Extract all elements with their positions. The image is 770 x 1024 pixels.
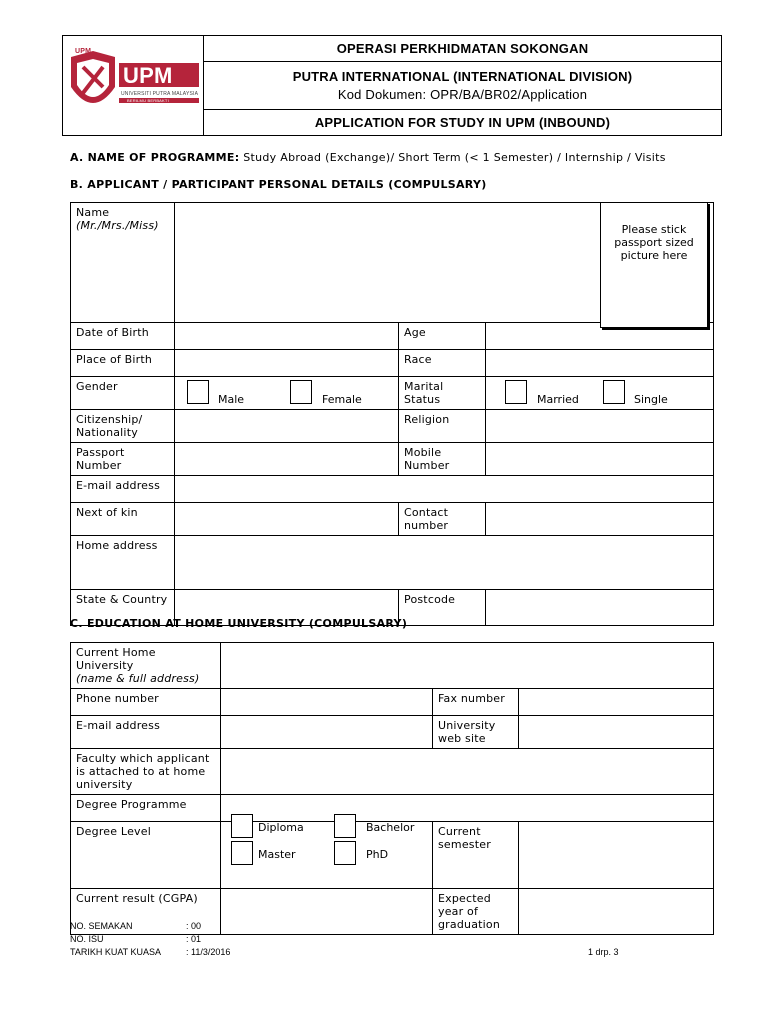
section-a-label: A. NAME OF PROGRAMME: xyxy=(70,151,240,164)
home-address-field[interactable] xyxy=(175,536,714,590)
email-field[interactable] xyxy=(175,476,714,503)
grad-field[interactable] xyxy=(519,889,714,935)
logo-cell xyxy=(63,36,204,136)
male-checkbox[interactable] xyxy=(187,380,209,404)
form-title: APPLICATION FOR STUDY IN UPM (INBOUND) xyxy=(204,110,722,136)
fax-label: Fax number xyxy=(433,689,519,716)
uni-label: Current Home University xyxy=(76,646,156,672)
kin-label: Next of kin xyxy=(71,503,175,536)
semester-field[interactable] xyxy=(519,822,714,889)
female-label: Female xyxy=(322,393,362,406)
footer-key-tarikh: TARIKH KUAT KUASA xyxy=(70,947,162,957)
kin-field[interactable] xyxy=(175,503,399,536)
svg-text:UPM: UPM xyxy=(123,63,173,88)
footer-key-semakan: NO. SEMAKAN xyxy=(70,921,133,931)
postcode-label: Postcode xyxy=(399,590,486,626)
footer-keys xyxy=(70,920,161,959)
footer-value-semakan: : 00 xyxy=(186,921,202,931)
programme-field[interactable] xyxy=(221,795,714,822)
pob-field[interactable] xyxy=(175,350,399,377)
phone-label: Phone number xyxy=(71,689,221,716)
dob-label: Date of Birth xyxy=(71,323,175,350)
programme-label: Degree Programme xyxy=(71,795,221,822)
master-checkbox[interactable] xyxy=(231,841,253,865)
uni-email-label: E-mail address xyxy=(71,716,221,749)
state-label: State & Country xyxy=(71,590,175,626)
religion-label: Religion xyxy=(399,410,486,443)
married-label: Married xyxy=(537,393,579,406)
photo-instructions: Please stick passport sized picture here xyxy=(614,223,694,262)
section-a xyxy=(70,151,666,164)
fax-field[interactable] xyxy=(519,689,714,716)
header-line3: Kod Dokumen: OPR/BA/BR02/Application xyxy=(337,86,588,102)
race-field[interactable] xyxy=(486,350,714,377)
document-header xyxy=(62,35,722,136)
header-line2-cell xyxy=(204,62,722,110)
single-label: Single xyxy=(634,393,668,406)
female-checkbox[interactable] xyxy=(290,380,312,404)
footer-value-tarikh: : 11/3/2016 xyxy=(186,947,231,957)
passport-label: Passport Number xyxy=(71,443,175,476)
passport-photo-box[interactable] xyxy=(600,202,708,328)
phone-field[interactable] xyxy=(221,689,433,716)
contact-field[interactable] xyxy=(486,503,714,536)
web-label: University web site xyxy=(433,716,519,749)
header-line1: OPERASI PERKHIDMATAN SOKONGAN xyxy=(204,36,722,62)
name-sublabel: (Mr./Mrs./Miss) xyxy=(76,219,159,232)
race-label: Race xyxy=(399,350,486,377)
diploma-label: Diploma xyxy=(258,821,304,834)
svg-text:UNIVERSITI PUTRA MALAYSIA: UNIVERSITI PUTRA MALAYSIA xyxy=(121,91,199,97)
header-line2: PUTRA INTERNATIONAL (INTERNATIONAL DIVISION) xyxy=(292,68,633,84)
master-label: Master xyxy=(258,848,296,861)
section-b-title: B. APPLICANT / PARTICIPANT PERSONAL DETAILS (COMPULSARY) xyxy=(70,178,487,191)
contact-label: Contact number xyxy=(399,503,486,536)
married-checkbox[interactable] xyxy=(505,380,527,404)
footer-values xyxy=(186,920,230,959)
male-label: Male xyxy=(218,393,245,406)
degree-level-label: Degree Level xyxy=(71,822,221,889)
uni-label-cell xyxy=(71,643,221,689)
passport-field[interactable] xyxy=(175,443,399,476)
dob-field[interactable] xyxy=(175,323,399,350)
email-label: E-mail address xyxy=(71,476,175,503)
phd-label: PhD xyxy=(366,848,389,861)
name-label-cell xyxy=(71,203,175,323)
name-label: Name xyxy=(76,206,110,219)
uni-sublabel: (name & full address) xyxy=(76,672,200,685)
faculty-field[interactable] xyxy=(221,749,714,795)
uni-field[interactable] xyxy=(221,643,714,689)
marital-label: Marital Status xyxy=(399,377,486,410)
section-c-title: C. EDUCATION AT HOME UNIVERSITY (COMPULSARY) xyxy=(70,617,408,630)
page-number: 1 drp. 3 xyxy=(588,947,619,957)
footer-key-isu: NO. ISU xyxy=(70,934,104,944)
web-field[interactable] xyxy=(519,716,714,749)
citizenship-label: Citizenship/ Nationality xyxy=(71,410,175,443)
result-field[interactable] xyxy=(221,889,433,935)
result-label: Current result (CGPA) xyxy=(71,889,221,935)
semester-label: Current semester xyxy=(433,822,519,889)
phd-checkbox[interactable] xyxy=(334,841,356,865)
religion-field[interactable] xyxy=(486,410,714,443)
programme-options: Study Abroad (Exchange)/ Short Term (< 1 Semester) / Internship / Visits xyxy=(239,151,666,164)
postcode-field[interactable] xyxy=(486,590,714,626)
single-checkbox[interactable] xyxy=(603,380,625,404)
diploma-checkbox[interactable] xyxy=(231,814,253,838)
bachelor-label: Bachelor xyxy=(366,821,415,834)
age-label: Age xyxy=(399,323,486,350)
gender-label: Gender xyxy=(71,377,175,410)
home-address-label: Home address xyxy=(71,536,175,590)
pob-label: Place of Birth xyxy=(71,350,175,377)
bachelor-checkbox[interactable] xyxy=(334,814,356,838)
mobile-field[interactable] xyxy=(486,443,714,476)
svg-text:UPM: UPM xyxy=(75,48,92,55)
faculty-label: Faculty which applicant is attached to at home university xyxy=(71,749,221,795)
grad-label: Expected year of graduation xyxy=(433,889,519,935)
footer-value-isu: : 01 xyxy=(186,934,202,944)
citizenship-field[interactable] xyxy=(175,410,399,443)
mobile-label: Mobile Number xyxy=(399,443,486,476)
svg-text:BERILMU BERBAKTI: BERILMU BERBAKTI xyxy=(127,98,169,103)
education-table xyxy=(70,642,714,935)
uni-email-field[interactable] xyxy=(221,716,433,749)
upm-logo-icon xyxy=(63,37,203,129)
